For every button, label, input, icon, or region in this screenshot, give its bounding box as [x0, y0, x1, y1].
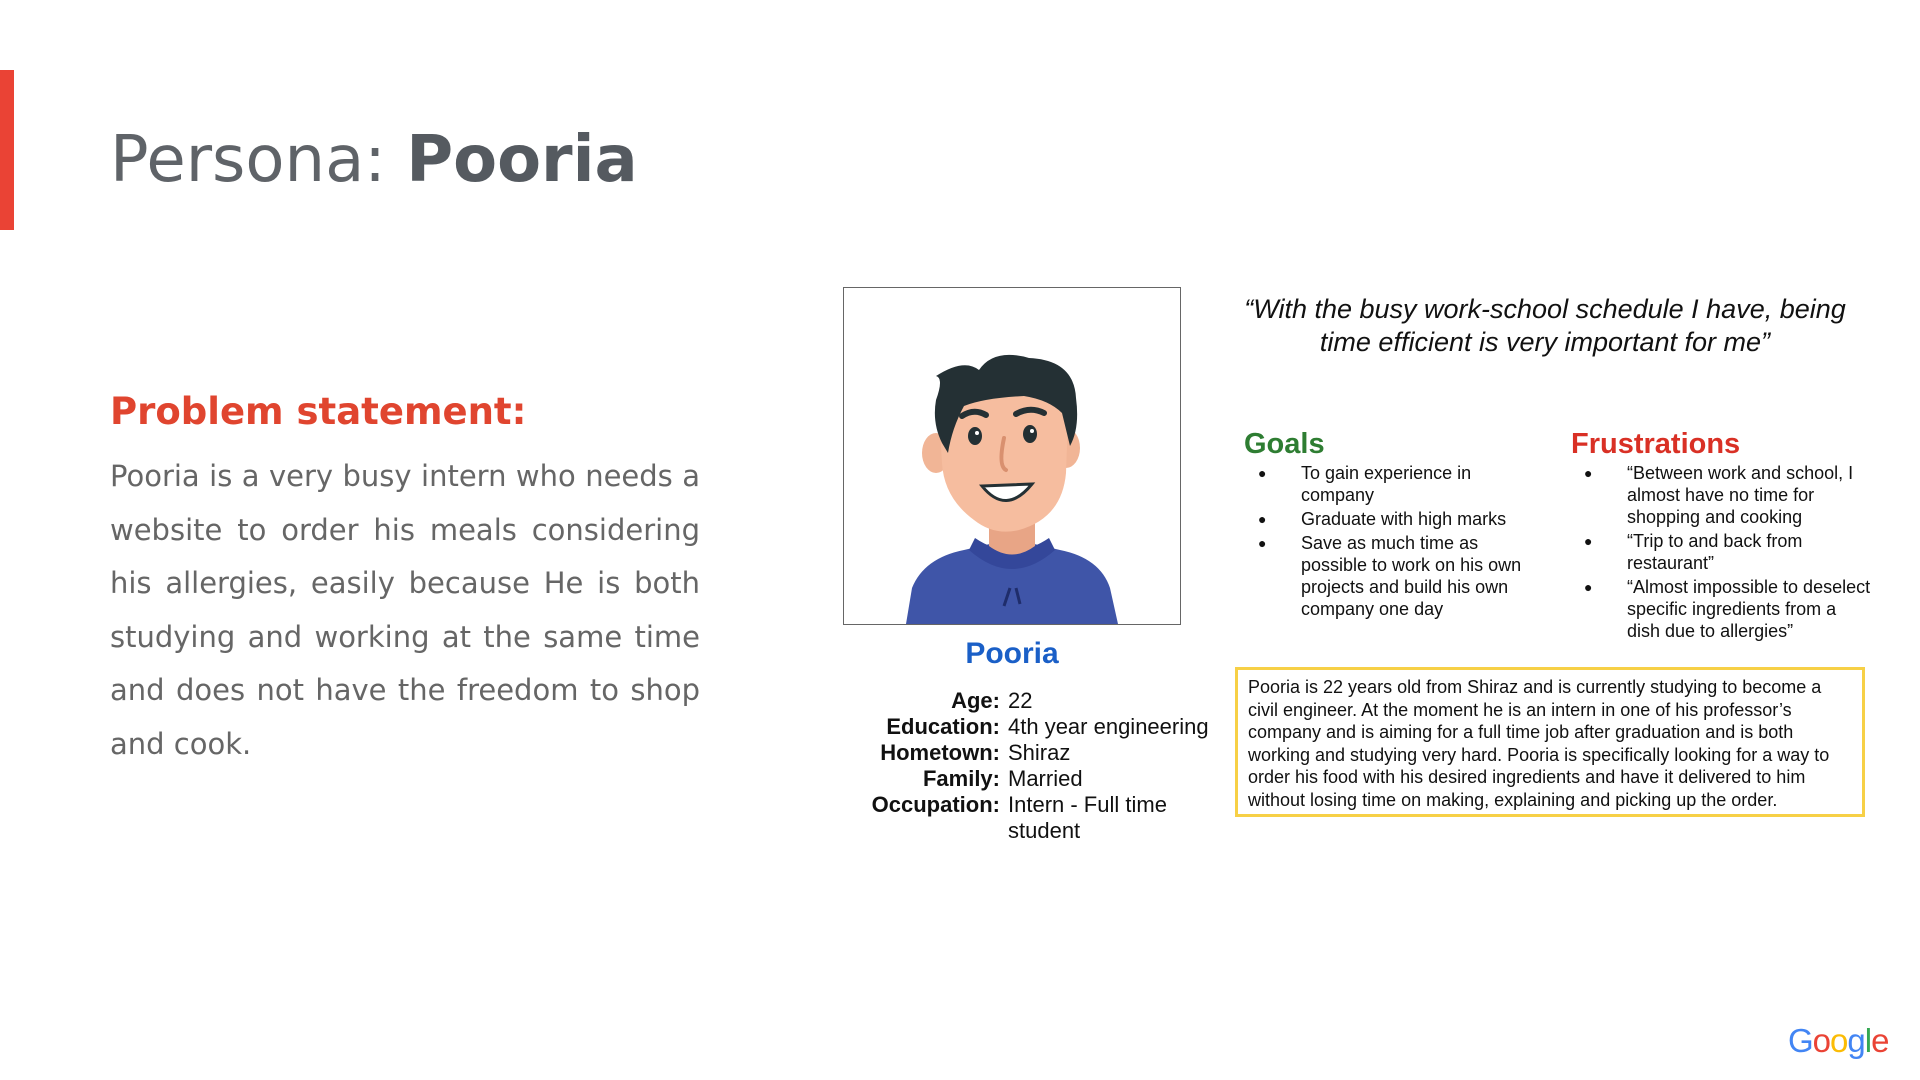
detail-value: Married [1008, 766, 1083, 791]
frustration-item: ● “Between work and school, I almost have no time for shopping and cooking [1572, 462, 1872, 528]
logo-letter: e [1871, 1022, 1889, 1059]
logo-letter: g [1847, 1022, 1865, 1059]
detail-value: 22 [1008, 688, 1033, 713]
title-prefix: Persona: [110, 123, 407, 197]
detail-row-education [790, 714, 1230, 740]
goals-list [1246, 462, 1536, 622]
google-logo [1788, 1022, 1888, 1060]
page-title [110, 123, 638, 197]
frustrations-list [1572, 462, 1872, 644]
persona-avatar-illustration [844, 288, 1180, 624]
frustration-item: ● “Almost impossible to deselect specific ingredients from a dish due to allergies” [1572, 576, 1872, 642]
goal-item: ● Save as much time as possible to work on his own projects and build his own company one day [1246, 532, 1536, 620]
problem-statement-heading: Problem statement: [110, 390, 527, 433]
detail-value: Shiraz [1008, 740, 1071, 765]
frustrations-heading: Frustrations [1571, 428, 1741, 460]
logo-letter: o [1830, 1022, 1848, 1059]
persona-bio: Pooria is 22 years old from Shiraz and is currently studying to become a civil engineer. At the moment he is an intern in one of his professor’s company and is aiming for a full time job after graduation and is both working and studying very hard. Pooria is specifically looking for a way to order his food with his desired ingredients and have it delivered to him without losing time on making, explaining and picking up the order. [1235, 667, 1865, 817]
accent-bar [0, 70, 14, 230]
detail-value: 4th year engineering [1008, 714, 1209, 739]
problem-statement-body: Pooria is a very busy intern who needs a website to order his meals considering his allergies, easily because He is both studying and working at the same time and does not have the freedom to shop and cook. [110, 459, 700, 761]
frustration-item: ● “Trip to and back from restaurant” [1572, 530, 1872, 574]
detail-label: Education: [886, 714, 1000, 739]
detail-label: Hometown: [880, 740, 1000, 765]
detail-row-hometown [790, 740, 1230, 766]
persona-name: Pooria [965, 637, 1059, 670]
detail-row-family [790, 766, 1230, 792]
title-name: Pooria [406, 123, 638, 197]
persona-quote: “With the busy work-school schedule I have, being time efficient is very important for me” [1244, 294, 1846, 357]
persona-photo [843, 287, 1181, 625]
detail-value: Intern - Full time student [1008, 792, 1167, 843]
goals-heading: Goals [1244, 428, 1325, 460]
logo-letter: o [1812, 1022, 1831, 1059]
goal-item: ● Graduate with high marks [1246, 508, 1536, 530]
detail-label: Occupation: [871, 792, 1000, 817]
detail-label: Age: [951, 688, 1000, 713]
persona-details [790, 688, 1230, 844]
logo-letter: G [1788, 1022, 1813, 1059]
logo-letter: l [1864, 1022, 1872, 1059]
detail-label: Family: [922, 766, 1000, 791]
goal-item: ● To gain experience in company [1246, 462, 1536, 506]
detail-row-occupation [790, 792, 1230, 844]
detail-row-age [790, 688, 1230, 714]
